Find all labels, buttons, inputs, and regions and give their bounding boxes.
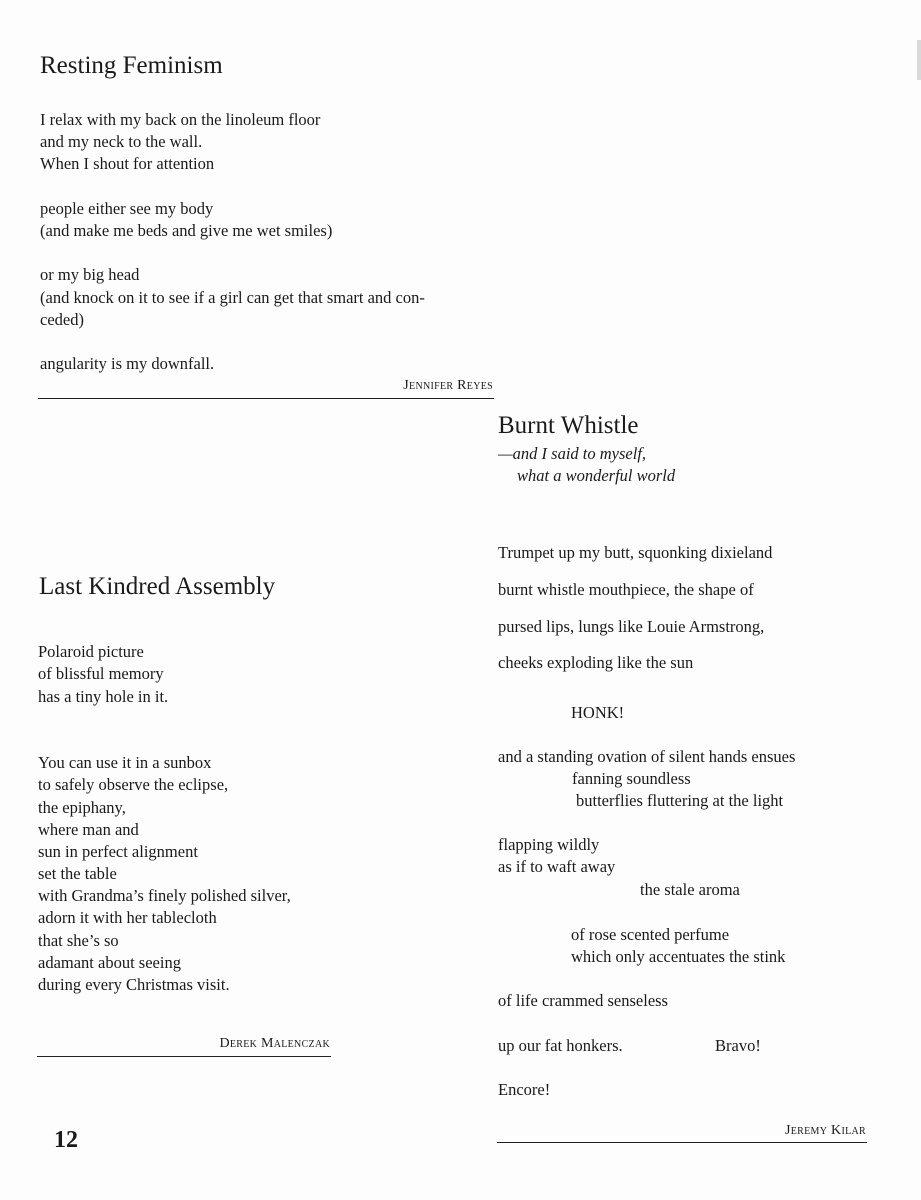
poem-line: to safely observe the eclipse, [38, 775, 229, 794]
poem-line: that she’s so [38, 931, 119, 950]
poem-line: adorn it with her tablecloth [38, 908, 217, 927]
poem-line: sun in perfect alignment [38, 842, 198, 861]
poem-line: and a standing ovation of silent hands ensues [498, 747, 796, 766]
poem-line: burnt whistle mouthpiece, the shape of [498, 580, 754, 599]
poem-epigraph-line: —and I said to myself, [498, 444, 647, 463]
poem-author: Jennifer Reyes [403, 378, 493, 393]
page-edge [917, 40, 921, 80]
poem-line: during every Christmas visit. [38, 975, 230, 994]
poem-line: which only accentuates the stink [571, 947, 786, 966]
poem-line: You can use it in a sunbox [38, 753, 212, 772]
poem-title: Last Kindred Assembly [39, 573, 276, 600]
poem-line: has a tiny hole in it. [38, 687, 169, 706]
poem-line: ceded) [40, 310, 84, 329]
poem-line: with Grandma’s finely polished silver, [38, 886, 291, 905]
poem-epigraph-line: what a wonderful world [517, 466, 676, 485]
poem-line: flapping wildly [498, 835, 600, 854]
poem-line: I relax with my back on the linoleum floor [40, 110, 321, 129]
poem-line: adamant about seeing [38, 953, 181, 972]
poem-line: (and knock on it to see if a girl can get that smart and con- [40, 288, 425, 307]
poem-line: Trumpet up my butt, squonking dixieland [498, 543, 773, 562]
divider-rule [38, 398, 494, 399]
poem-line: HONK! [571, 703, 625, 722]
poem-line: (and make me beds and give me wet smiles) [40, 221, 333, 240]
poem-line: pursed lips, lungs like Louie Armstrong, [498, 617, 765, 636]
poem-line: the epiphany, [38, 798, 126, 817]
poem-line: and my neck to the wall. [40, 132, 203, 151]
poem-line: fanning soundless [572, 769, 691, 788]
poem-line: butterflies fluttering at the light [576, 791, 784, 810]
poem-line: of blissful memory [38, 664, 164, 683]
poem-line: people either see my body [40, 199, 214, 218]
poem-author: Derek Malenczak [219, 1036, 330, 1051]
poem-line: or my big head [40, 265, 140, 284]
poem-line: as if to waft away [498, 857, 616, 876]
poem-line: cheeks exploding like the sun [498, 653, 694, 672]
poem-line: When I shout for attention [40, 154, 215, 173]
poem-line: angularity is my downfall. [40, 354, 215, 373]
poem-author: Jeremy Kilar [785, 1123, 866, 1138]
poem-line: Bravo! [715, 1036, 761, 1055]
poem-line: up our fat honkers. [498, 1036, 623, 1055]
poem-line: Encore! [498, 1080, 551, 1099]
poem-line: of rose scented perfume [571, 925, 730, 944]
poem-line: the stale aroma [640, 880, 740, 899]
poem-line: of life crammed senseless [498, 991, 668, 1010]
divider-rule [37, 1056, 331, 1057]
divider-rule [497, 1142, 867, 1143]
poem-line: set the table [38, 864, 117, 883]
poem-title: Resting Feminism [40, 52, 223, 79]
poem-line: where man and [38, 820, 139, 839]
page-number: 12 [54, 1127, 78, 1153]
poem-line: Polaroid picture [38, 642, 144, 661]
poem-title: Burnt Whistle [498, 412, 639, 439]
